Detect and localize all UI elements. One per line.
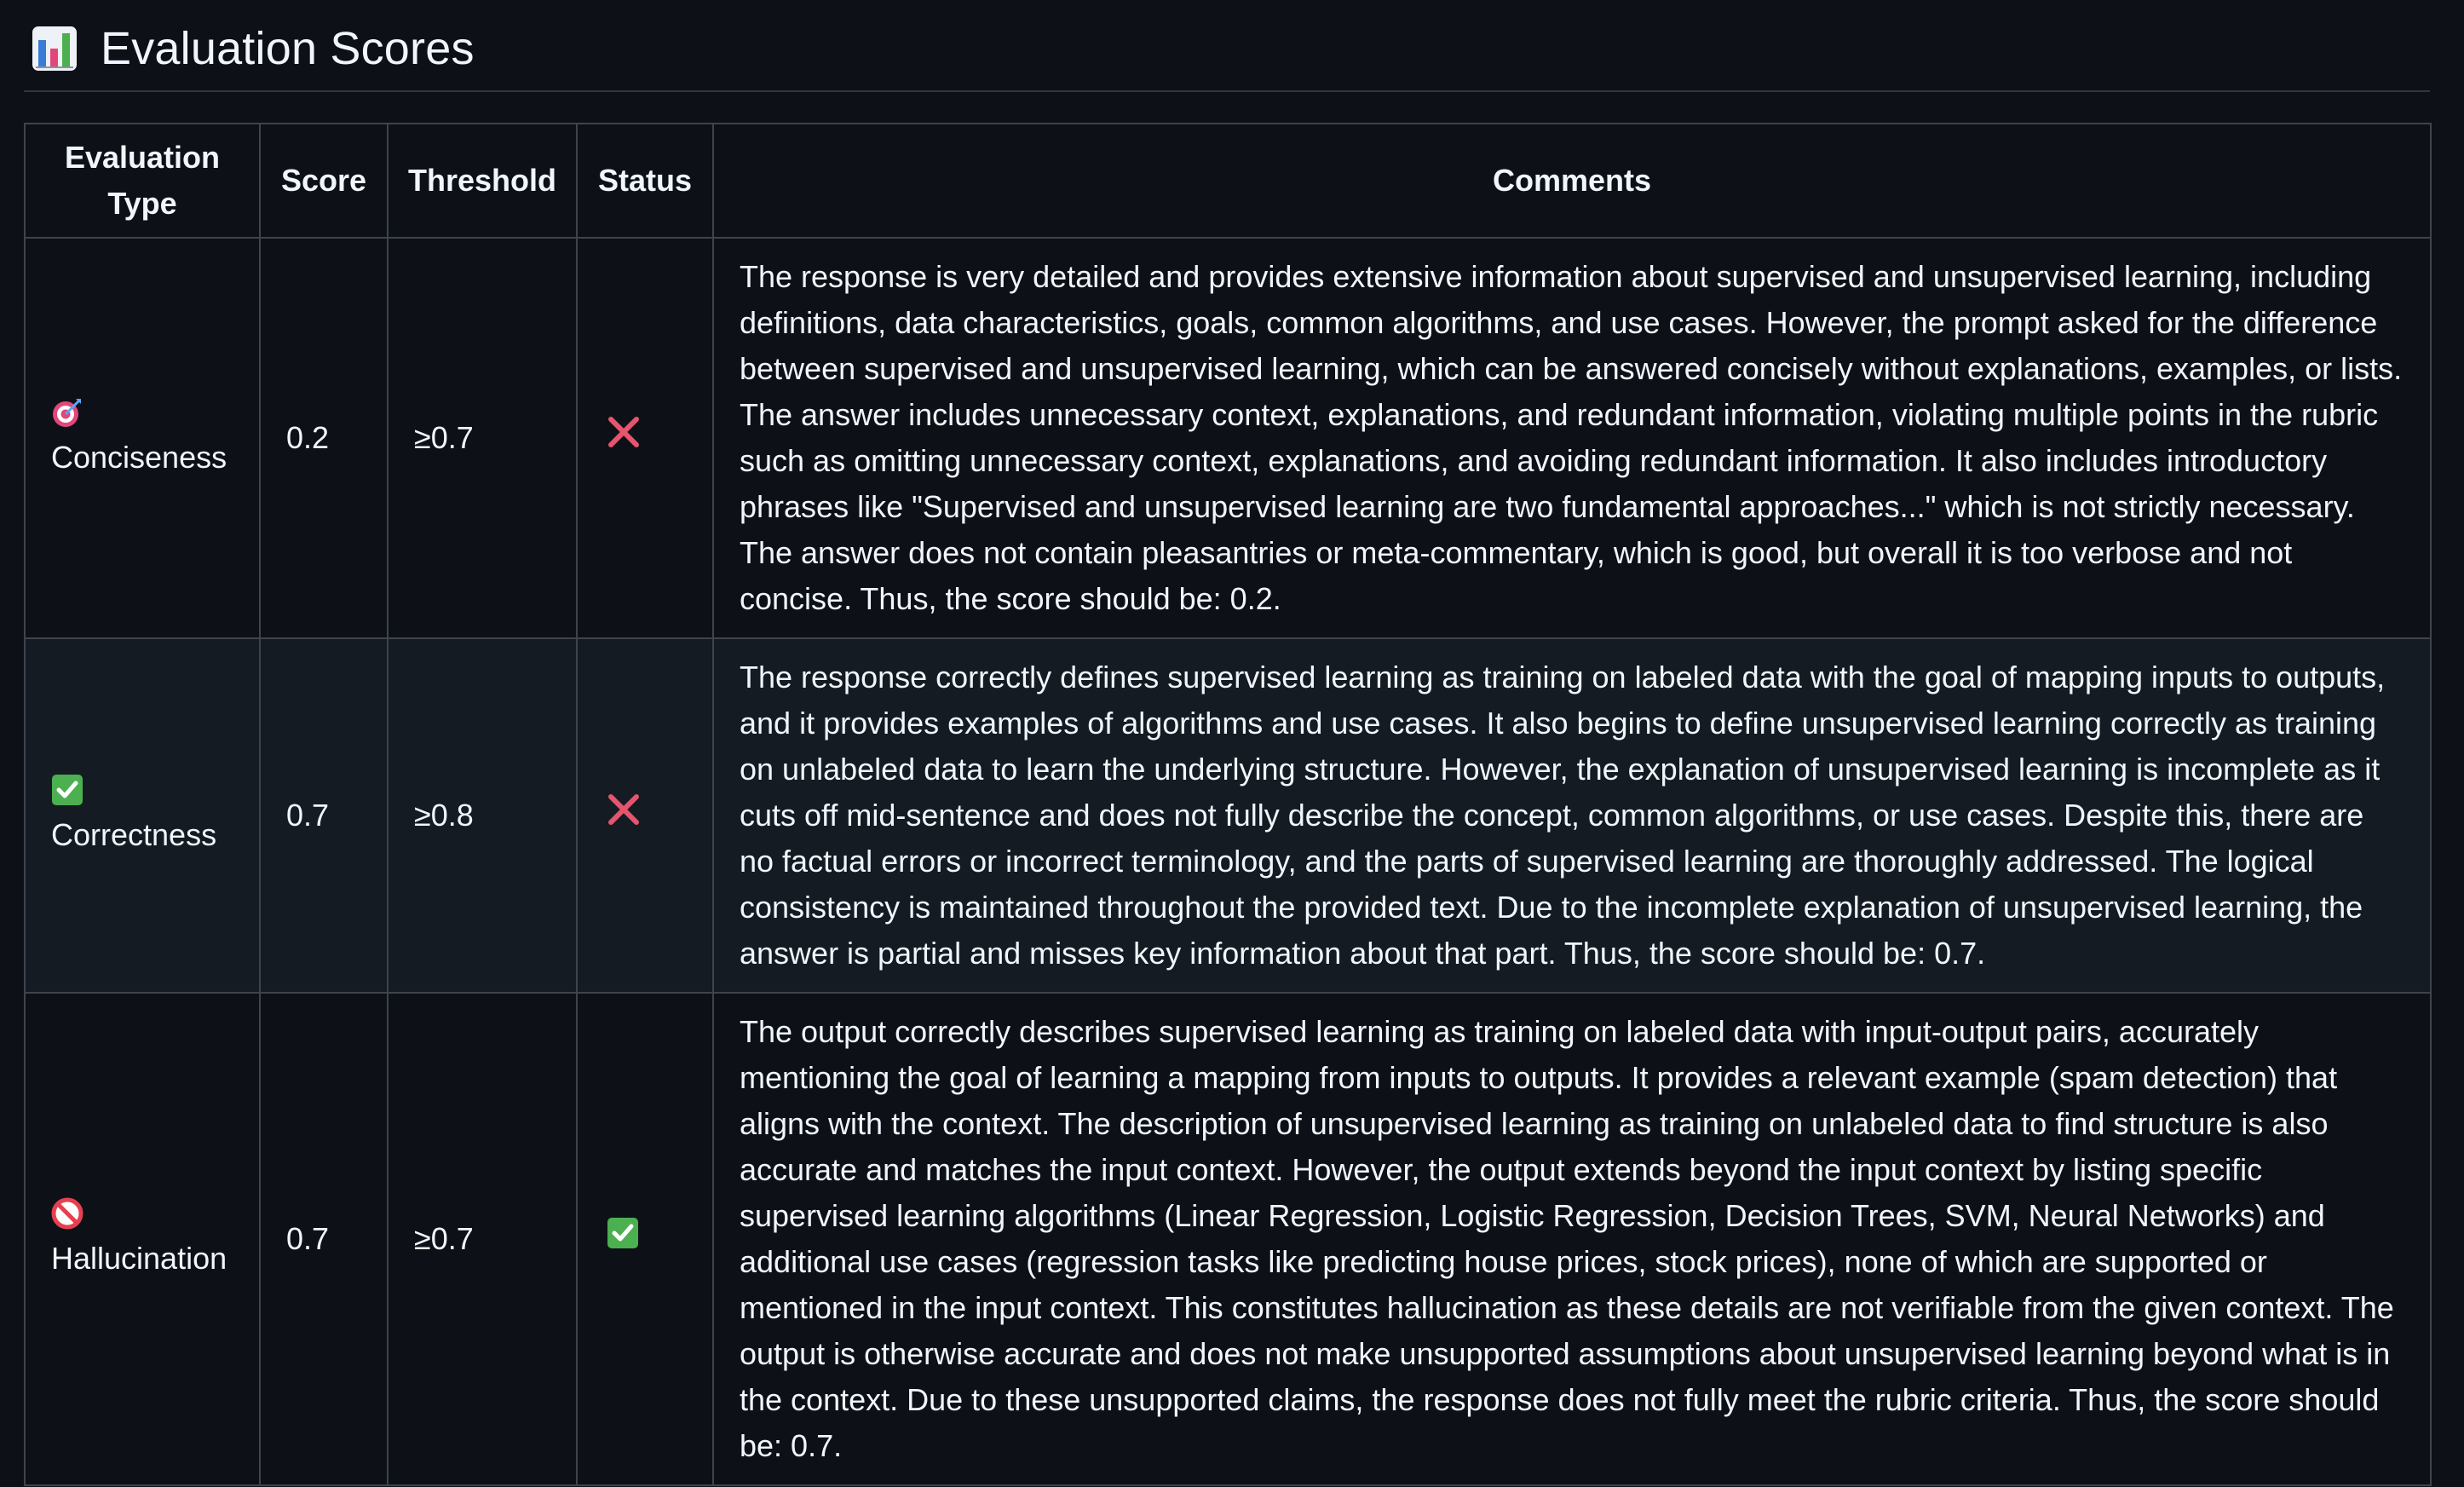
check-box-icon <box>51 773 83 805</box>
column-header-status: Status <box>577 124 713 238</box>
table-row <box>25 638 2431 993</box>
check-box-icon <box>607 1216 639 1248</box>
score-cell: 0.7 <box>260 993 388 1485</box>
evaluation-type-cell <box>25 993 260 1485</box>
table-header-row <box>25 124 2431 238</box>
comment-cell: The response correctly defines supervised learning as training on labeled data with the goal of mapping inputs to outputs, and it provides examples of algorithms and use cases. It also begins to define unsupervised learning correctly as training on unlabeled data to learn the underlying structure. However, the explanation of unsupervised learning is incomplete as it cuts off mid-sentence and does not fully describe the concept, common algorithms, or use cases. Despite this, there are no factual errors or incorrect terminology, and the parts of supervised learning are thoroughly addressed. The logical consistency is maintained throughout the provided text. Due to the incomplete explanation of unsupervised learning, the answer is partial and misses key information about that part. Thus, the score should be: 0.7. <box>713 638 2431 993</box>
comment-cell: The output correctly describes supervised learning as training on labeled data with input-output pairs, accurately mentioning the goal of learning a mapping from inputs to outputs. It provides a relevant example (spam detection) that aligns with the context. The description of unsupervised learning as training on unlabeled data to find structure is also accurate and matches the input context. However, the output extends beyond the input context by listing specific supervised learning algorithms (Linear Regression, Logistic Regression, Decision Trees, SVM, Neural Networks) and additional use cases (regression tasks like predicting house prices, stock prices), none of which are supported or mentioned in the input context. This constitutes hallucination as these details are not verifiable from the given context. The output is otherwise accurate and does not make unsupported assumptions about unsupervised learning beyond what is in the context. Due to these unsupported claims, the response does not fully meet the rubric criteria. Thus, the score should be: 0.7. <box>713 993 2431 1485</box>
table-row <box>25 238 2431 638</box>
column-header-evaluation-type: Evaluation Type <box>25 124 260 238</box>
page-title: Evaluation Scores <box>101 23 475 74</box>
threshold-cell: ≥0.7 <box>388 238 577 638</box>
column-header-score: Score <box>260 124 388 238</box>
score-cell: 0.2 <box>260 238 388 638</box>
evaluation-type-label: Conciseness <box>51 440 227 475</box>
column-header-comments: Comments <box>713 124 2431 238</box>
bar-chart-icon <box>31 25 78 72</box>
table-row <box>25 993 2431 1485</box>
evaluation-type-cell <box>25 238 260 638</box>
column-header-threshold: Threshold <box>388 124 577 238</box>
evaluation-type-label: Correctness <box>51 817 217 852</box>
evaluation-page <box>24 0 2430 1463</box>
evaluation-type-label: Hallucination <box>51 1241 227 1276</box>
prohibited-icon <box>51 1196 83 1229</box>
threshold-cell: ≥0.7 <box>388 993 577 1485</box>
evaluation-type-cell <box>25 638 260 993</box>
cross-mark-icon <box>607 415 641 449</box>
section-heading <box>24 0 2430 92</box>
comment-cell: The response is very detailed and provides extensive information about supervised and unsupervised learning, including definitions, data characteristics, goals, common algorithms, and use cases. However, the prompt asked for the difference between supervised and unsupervised learning, which can be answered concisely without explanations, examples, or lists. The answer includes unnecessary context, explanations, and redundant information, violating multiple points in the rubric such as omitting unnecessary context, explanations, and avoiding redundant information. It also includes introductory phrases like "Supervised and unsupervised learning are two fundamental approaches..." which is not strictly necessary. The answer does not contain pleasantries or meta-commentary, which is good, but overall it is too verbose and not concise. Thus, the score should be: 0.2. <box>713 238 2431 638</box>
evaluation-table <box>24 123 2432 1486</box>
cross-mark-icon <box>607 792 641 827</box>
status-cell <box>577 238 713 638</box>
threshold-cell: ≥0.8 <box>388 638 577 993</box>
status-cell <box>577 638 713 993</box>
target-icon <box>51 395 83 428</box>
status-cell <box>577 993 713 1485</box>
score-cell: 0.7 <box>260 638 388 993</box>
